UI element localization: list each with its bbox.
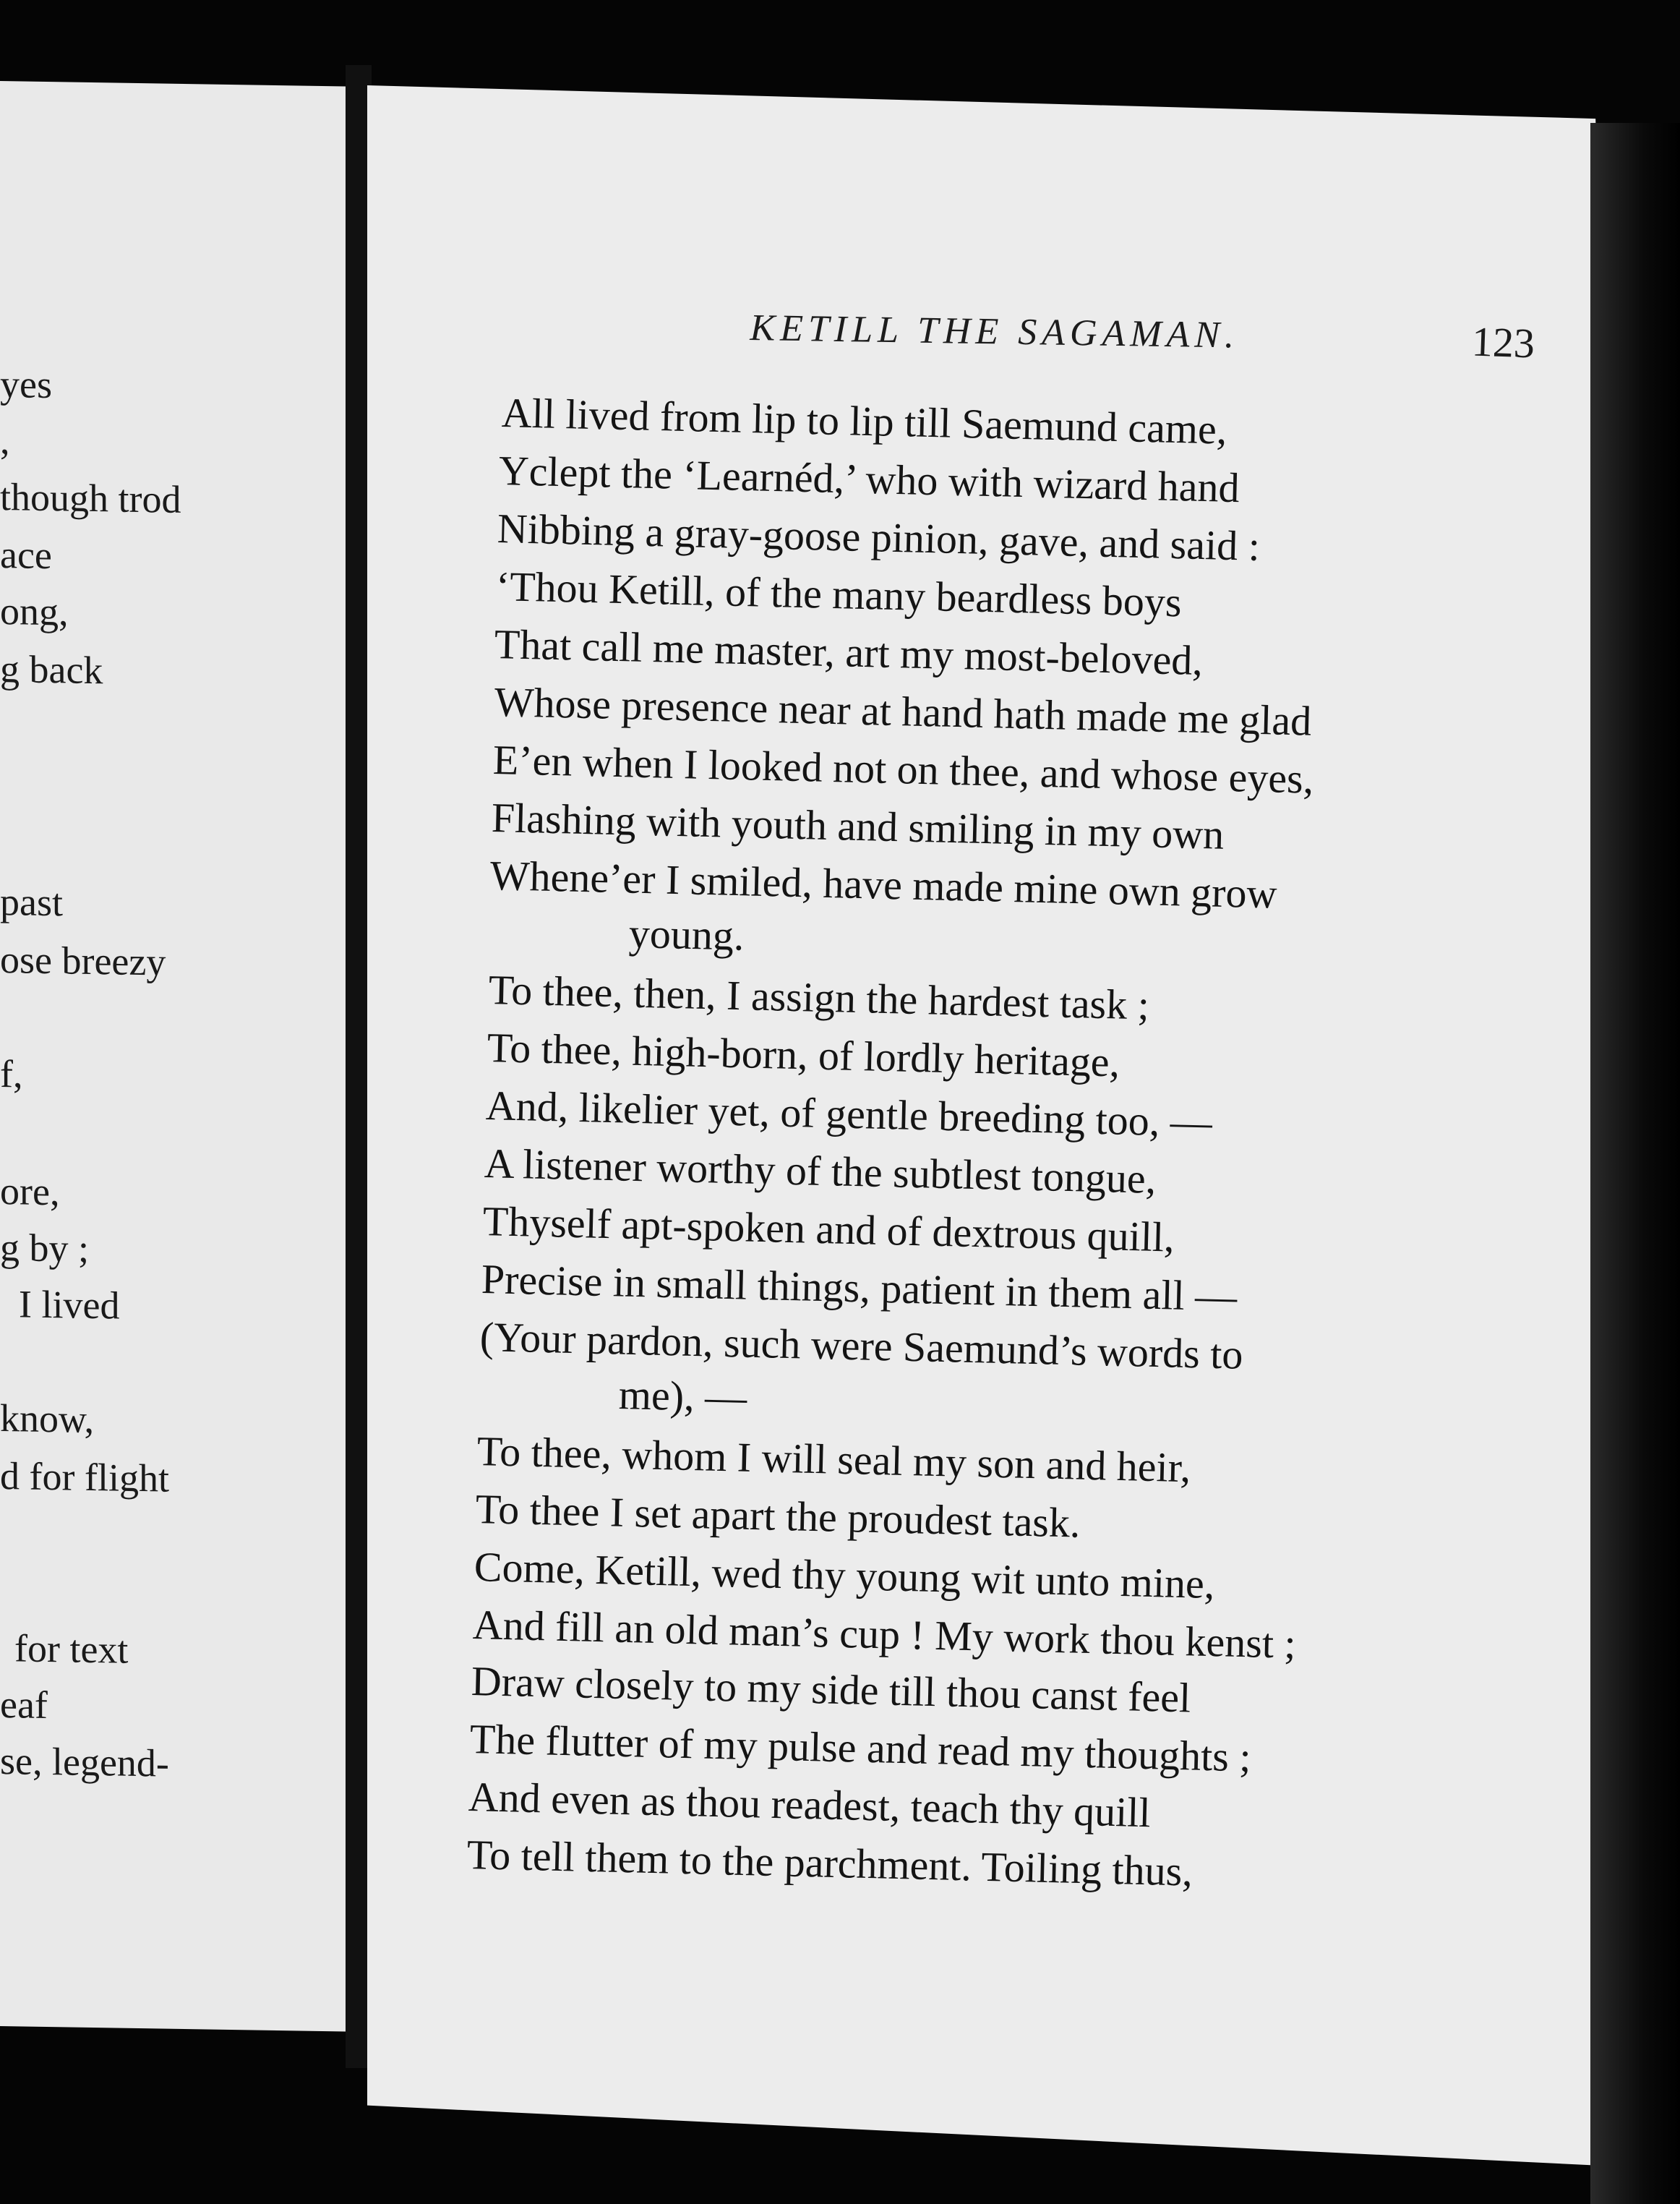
poem-line: And even as thou readest, teach thy quill	[468, 1773, 1152, 1837]
poem-line: me), —	[618, 1371, 747, 1422]
poem-line: E’en when I looked not on thee, and whose eyes,	[492, 736, 1314, 803]
running-header: KETILL THE SAGAMAN.	[750, 307, 1240, 356]
poem-line: To tell them to the parchment. Toiling thus,	[466, 1831, 1193, 1895]
left-fragment: yes	[0, 362, 52, 407]
left-fragment: know,	[0, 1396, 94, 1442]
poem-line: Whene’er I smiled, have made mine own grow	[489, 852, 1278, 918]
left-fragment: though trod	[0, 475, 181, 521]
poem-line: young.	[628, 910, 745, 960]
left-fragment: I lived	[19, 1282, 120, 1328]
poem-line: A listener worthy of the subtlest tongue,	[484, 1140, 1157, 1203]
poem-line: To thee, whom I will seal my son and heir,	[476, 1427, 1191, 1492]
poem-line: ‘Thou Ketill, of the many beardless boys	[495, 563, 1183, 626]
poem-line: Whose presence near at hand hath made me glad	[494, 678, 1312, 745]
poem-line: That call me master, art my most-beloved,	[494, 620, 1204, 685]
left-fragment: se, legend-	[0, 1739, 169, 1785]
poem-line: Come, Ketill, wed thy young wit unto mine,	[473, 1543, 1216, 1608]
poem-line: Nibbing a gray-goose pinion, gave, and said :	[497, 505, 1261, 570]
poem-line: All lived from lip to lip till Saemund came,	[501, 389, 1228, 453]
page-edge-shadow	[1590, 123, 1680, 2204]
poem-line: To thee, then, I assign the hardest task ;	[488, 966, 1150, 1029]
poem-line: Yclept the ‘Learnéd,’ who with wizard hand	[498, 447, 1240, 512]
left-fragment: ose breezy	[0, 938, 166, 984]
left-fragment: eaf	[0, 1683, 48, 1727]
left-fragment: g back	[0, 647, 103, 693]
poem-line: To thee, high-born, of lordly heritage,	[487, 1024, 1120, 1086]
poem-line: And fill an old man’s cup ! My work thou kenst ;	[472, 1601, 1297, 1667]
left-fragment: for text	[14, 1626, 129, 1672]
page-number: 123	[1470, 317, 1536, 367]
poem-line: (Your pardon, such were Saemund’s words to	[479, 1313, 1244, 1378]
poem-line: The flutter of my pulse and read my thoughts ;	[469, 1715, 1252, 1781]
left-fragment: g by ;	[0, 1226, 90, 1270]
left-facing-page	[0, 81, 346, 2032]
poem-line: Precise in small things, patient in them all —	[481, 1255, 1238, 1320]
left-fragment: past	[0, 880, 63, 925]
poem-line: To thee I set apart the proudest task.	[475, 1485, 1081, 1547]
poem-line: Thyself apt-spoken and of dextrous quill,	[482, 1197, 1175, 1261]
left-fragment: f,	[0, 1052, 23, 1096]
poem-line: Draw closely to my side till thou canst feel	[471, 1657, 1191, 1722]
left-fragment: d for flight	[0, 1454, 169, 1500]
poem-line: Flashing with youth and smiling in my own	[491, 794, 1225, 858]
left-fragment: ore,	[0, 1169, 60, 1214]
poem-line: And, likelier yet, of gentle breeding too, —	[485, 1082, 1213, 1146]
left-fragment: ,	[0, 419, 10, 463]
right-page	[367, 85, 1647, 2168]
left-fragment: ong,	[0, 589, 69, 634]
left-fragment: ace	[0, 533, 52, 578]
